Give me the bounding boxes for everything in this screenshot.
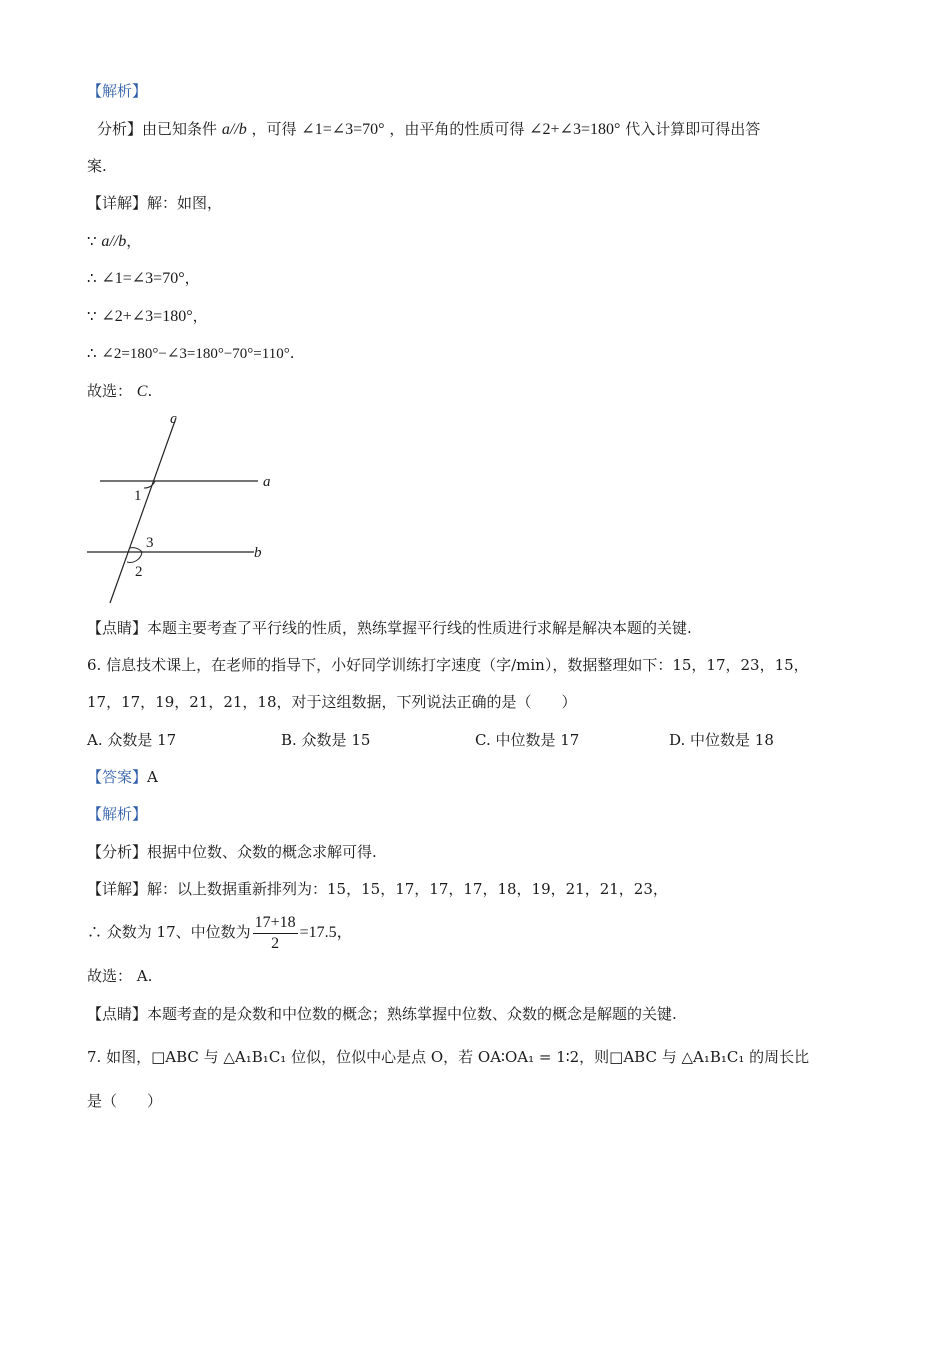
q7-stem-line-1: 7. 如图，□ABC 与 △A₁B₁C₁ 位似，位似中心是点 O，若 OA∶OA₁ = 1∶2，则□ABC 与 △A₁B₁C₁ 的周长比 [87,1048,810,1066]
step-2 [87,267,200,290]
therefore-symbol: ∴ [87,344,97,362]
label-a: a [263,474,271,490]
analysis-text: 根据中位数、众数的概念求解可得. [147,843,377,861]
step-2-math: ∠1=∠3=70° [101,270,185,287]
step-4-math: ∠2=180°−∠3=180°−70°=110° [101,346,290,362]
label-1: 1 [134,488,142,504]
analysis-text-b: ，可得 [251,120,297,138]
math-parallel: a//b [221,121,247,138]
choose-label: 故选： [87,967,133,985]
q6-detail-line [87,878,668,900]
q6-option-d: D. 中位数是 18 [669,731,774,749]
detail-tag: 【详解】 [87,880,148,898]
comment-line [87,617,692,639]
label-3: 3 [146,535,154,551]
label-2: 2 [135,564,143,580]
comment-text: 本题考查的是众数和中位数的概念；熟练掌握中位数、众数的概念是解题的关键. [147,1005,677,1023]
choose-line [87,380,152,403]
analysis-text-d: 代入计算即可得出答 [625,120,761,138]
math-angle-1: ∠1=∠3=70° [301,121,385,138]
fraction-numerator: 17+18 [253,913,298,934]
q6-result-line [87,910,353,955]
q6-option-a: A. 众数是 17 [87,731,177,749]
therefore-symbol: ∴ [87,269,97,287]
label-c: c [170,411,177,427]
choose-value: C [136,383,148,400]
because-symbol: ∵ [87,307,97,325]
answer-value: A [147,768,158,786]
choose-end: . [147,967,153,985]
analysis-text-a: 由已知条件 [142,120,218,138]
q6-stem-line-2: 17，17，19，21，21，18，对于这组数据，下列说法正确的是（ ） [87,693,577,711]
analysis-line-2: 案. [87,157,107,175]
analysis-tag: 【分析】 [87,843,148,861]
detail-text: 解：如图， [147,194,223,212]
parallel-lines-figure [80,408,290,608]
step-4-end: . [289,344,295,362]
q6-comment-line [87,1003,677,1025]
step-4 [87,342,294,365]
angle-3-arc [130,548,142,552]
step-3 [87,305,208,328]
angle-2-arc [127,552,142,562]
analysis-line-1: 分析】由已知条件 a//b ，可得 ∠1=∠3=70° ，由平角的性质可得 ∠2+∠3=180° 代入计算即可得出答 [97,120,761,138]
q6-stem-line-1: 6. 信息技术课上，在老师的指导下，小好同学训练打字速度（字/min），数据整理如下：15，17，23，15， [87,656,809,674]
step-3-math: ∠2+∠3=180° [101,308,193,325]
result-prefix: ∴ 众数为 17、中位数为 [87,923,251,941]
detail-text: 解：以上数据重新排列为：15，15，17，17，17，18，19，21，21，23， [147,880,668,898]
q6-analysis-line [87,841,377,863]
q6-answer-line [87,766,158,788]
analysis-heading: 【解析】 [87,82,148,100]
comment-tag: 【点睛】 [87,619,148,637]
q6-analysis-heading: 【解析】 [87,805,148,823]
detail-tag: 【详解】 [87,194,148,212]
choose-value: A [136,967,148,985]
step-1-math: a//b [101,233,127,250]
result-suffix: =17.5， [299,924,353,941]
step-1 [87,230,141,253]
because-symbol: ∵ [87,232,97,250]
comment-text: 本题主要考查了平行线的性质，熟练掌握平行线的性质进行求解是解决本题的关键. [147,619,692,637]
fraction-denominator: 2 [271,934,280,952]
step-3-end: ， [192,307,208,325]
q7-stem-line-2: 是（ ） [87,1092,163,1110]
comment-tag: 【点睛】 [87,1005,148,1023]
line-c [110,418,176,603]
choose-label: 故选： [87,382,133,400]
step-2-end: ， [184,269,200,287]
median-fraction [253,913,298,954]
label-b: b [254,545,262,561]
step-1-end: ， [126,232,142,250]
detail-line [87,192,222,214]
q6-option-b: B. 众数是 15 [281,731,371,749]
analysis-text-c: ，由平角的性质可得 [389,120,525,138]
q6-option-c: C. 中位数是 17 [475,731,580,749]
answer-tag: 【答案】 [87,768,148,786]
q6-choose-line [87,965,152,987]
choose-end: . [147,382,153,400]
analysis-label: 分析 [97,120,128,138]
math-angle-2: ∠2+∠3=180° [529,121,621,138]
